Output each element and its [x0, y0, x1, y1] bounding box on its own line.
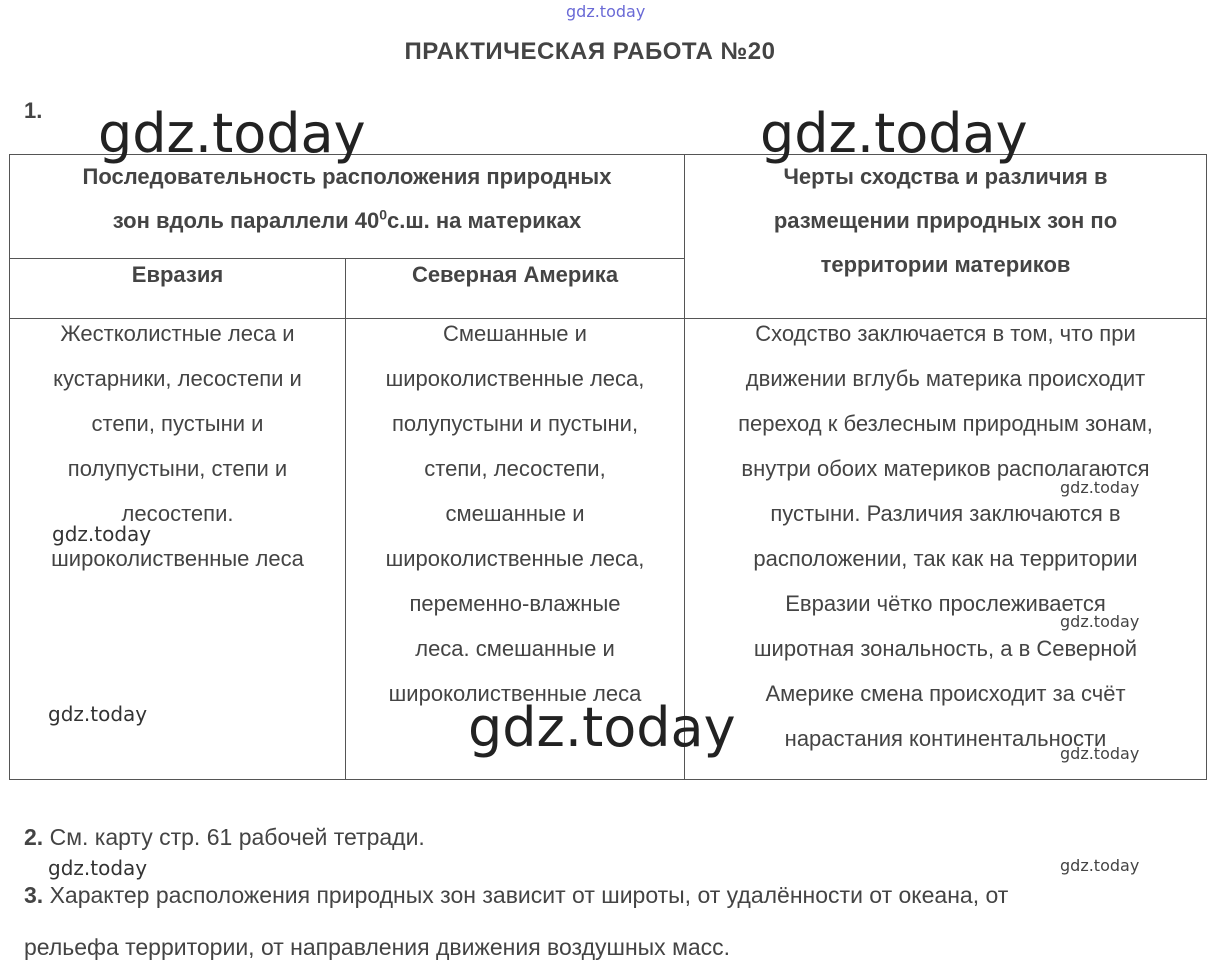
header-sequence — [10, 155, 684, 243]
watermark-small: gdz.today — [48, 702, 148, 726]
namerica-line: широколиственные леса — [388, 681, 642, 706]
features-line: расположении, так как на территории — [753, 546, 1138, 571]
watermark-top: gdz.today — [566, 2, 646, 21]
header-features — [685, 155, 1206, 287]
header-sequence-text: зон вдоль параллели 40 — [112, 208, 380, 233]
features-line: широтная зональность, а в Северной — [753, 636, 1138, 661]
task3-line1: Характер расположения природных зон зависит от широты, от удалённости от океана, от — [49, 882, 1009, 908]
eurasia-line: широколиственные леса — [51, 546, 304, 571]
header-sequence-line1: Последовательность расположения природных — [82, 164, 612, 189]
task2-number: 2. — [24, 824, 44, 850]
column-north-america: Северная Америка — [411, 262, 619, 287]
header-features-line: Черты сходства и различия в — [783, 164, 1108, 189]
namerica-line: Смешанные и — [443, 321, 587, 346]
task3-paragraph — [24, 882, 1008, 909]
features-line: нарастания континентальности — [784, 726, 1107, 751]
header-features-line: территории материков — [820, 252, 1071, 277]
cell-features — [685, 311, 1206, 761]
watermark-tiny: gdz.today — [1060, 856, 1140, 875]
features-line: Сходство заключается в том, что при — [755, 321, 1136, 346]
answer-table — [9, 154, 1207, 780]
features-line: пустыни. Различия заключаются в — [770, 501, 1121, 526]
header-features-line: размещении природных зон по — [773, 208, 1118, 233]
watermark-tiny: gdz.today — [1060, 612, 1140, 631]
features-line: Евразии чётко прослеживается — [785, 591, 1106, 616]
watermark-tiny: gdz.today — [1060, 478, 1140, 497]
task2-text: См. карту стр. 61 рабочей тетради. — [49, 824, 425, 850]
degree-superscript: 0 — [379, 206, 387, 223]
header-sequence-text-end: с.ш. на материках — [386, 208, 582, 233]
watermark-large: gdz.today — [98, 102, 366, 165]
task3-number: 3. — [24, 882, 44, 908]
watermark-small: gdz.today — [48, 856, 148, 880]
namerica-line: степи, лесостепи, — [424, 456, 606, 481]
namerica-line: широколиственные леса, — [385, 366, 645, 391]
namerica-line: переменно-влажные — [409, 591, 621, 616]
watermark-small: gdz.today — [52, 522, 152, 546]
namerica-line: полупустыни и пустыни, — [391, 411, 639, 436]
eurasia-line: лесостепи. — [121, 501, 234, 526]
page-title: ПРАКТИЧЕСКАЯ РАБОТА №20 — [404, 38, 776, 65]
namerica-line: леса. смешанные и — [415, 636, 615, 661]
eurasia-line: полупустыни, степи и — [67, 456, 288, 481]
column-eurasia: Евразия — [131, 262, 224, 287]
features-line: Америке смена происходит за счёт — [765, 681, 1126, 706]
watermark-tiny: gdz.today — [1060, 744, 1140, 763]
task2-paragraph — [24, 824, 425, 851]
features-line: внутри обоих материков располагаются — [741, 456, 1150, 481]
task3-continuation: рельефа территории, от направления движения воздушных масс. — [24, 934, 731, 960]
watermark-large: gdz.today — [760, 102, 1028, 165]
task1-number: 1. — [24, 98, 43, 123]
cell-north-america — [346, 311, 684, 716]
watermark-large: gdz.today — [468, 696, 736, 759]
features-line: движении вглубь материка происходит — [745, 366, 1146, 391]
namerica-line: широколиственные леса, — [385, 546, 645, 571]
eurasia-line: Жестколистные леса и — [60, 321, 295, 346]
eurasia-line: кустарники, лесостепи и — [53, 366, 302, 391]
namerica-line: смешанные и — [445, 501, 585, 526]
header-sequence-line2 — [10, 199, 684, 243]
features-line: переход к безлесным природным зонам, — [738, 411, 1153, 436]
eurasia-line: степи, пустыни и — [91, 411, 264, 436]
